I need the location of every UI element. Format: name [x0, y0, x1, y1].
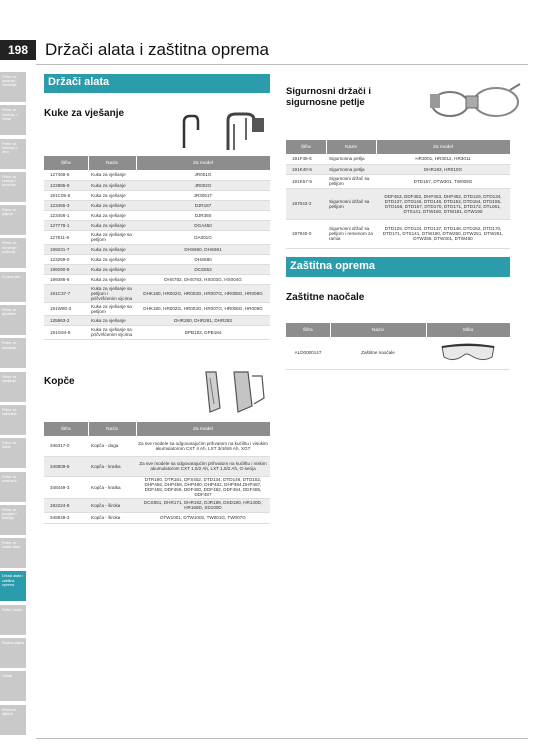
sidebar-tab[interactable]: Pribor za rezanje i brušenje [0, 172, 26, 202]
sidebar-tab[interactable]: Pribor za brušenje i poliranje [0, 238, 26, 268]
name-cell: Sigurnosna petlja [326, 154, 376, 164]
name-cell: Kuka za vješanje [88, 274, 136, 284]
col-header: Za model [136, 156, 270, 170]
sidebar-tab[interactable]: Pribor za usisivače [0, 472, 26, 502]
name-cell: Kuka za vješanje [88, 180, 136, 190]
table-row [44, 264, 270, 274]
sidebar-tab[interactable]: Kružne pile [0, 272, 26, 302]
sidebar-tab[interactable]: Pribor za baštu [0, 438, 26, 468]
sidebar-tab[interactable]: Pribor za punjače i baterije [0, 505, 26, 535]
code-cell: 199290-9 [44, 264, 88, 274]
name-cell: Kopča - kratka [88, 456, 136, 476]
naocale-code: ALD0000147 [286, 337, 330, 369]
name-cell: Kopča - široka [88, 498, 136, 512]
sidebar-tab[interactable]: Pribor za zakivanje [0, 405, 26, 435]
footer-divider [36, 738, 528, 739]
table-row [44, 220, 270, 230]
code-cell: 123455-3 [44, 200, 88, 210]
model-cell: DHS680 [136, 254, 270, 264]
sidebar-tab[interactable]: Pribor za odvijanje [0, 372, 26, 402]
name-cell: Kuka za vješanje [88, 170, 136, 180]
table-row [286, 188, 510, 219]
goggles-image [426, 337, 510, 369]
code-cell: 192224-8 [44, 498, 88, 512]
code-cell: 127778-1 [44, 220, 88, 230]
table-row [44, 302, 270, 315]
name-cell: Kuka za vješanje sa petljom [88, 302, 136, 315]
name-cell: Kuka za vješanje [88, 315, 136, 325]
code-cell: 135863-2 [44, 315, 88, 325]
code-cell: 122885-9 [44, 180, 88, 190]
model-cell: DHK180, HR002G, HR003G, HR007G, HR008G, HR009G [136, 302, 270, 315]
clip-illustration [196, 368, 268, 416]
code-cell: 191G64-8 [44, 325, 88, 339]
kuke-table [44, 156, 271, 340]
section-band-protective: Zaštitna oprema [286, 257, 510, 277]
code-cell: 348449-3 [44, 476, 88, 498]
name-cell: Kopča - duga [88, 436, 136, 456]
sidebar-tab[interactable]: Pribor za bušenje i štemanje [0, 72, 26, 102]
name-cell: Kuka za vješanje sa petljom [88, 230, 136, 244]
model-cell: DJR187 [136, 200, 270, 210]
table-row [44, 498, 270, 512]
table-row [44, 274, 270, 284]
sidebar-tab[interactable]: Radna odjeća [0, 638, 26, 668]
model-cell: JR001G [136, 170, 270, 180]
col-header: Za model [136, 422, 270, 436]
table-row [44, 190, 270, 200]
code-cell: 197940-0 [286, 219, 326, 248]
sidebar-tab[interactable]: Pribor za glodalice [0, 305, 26, 335]
col-header: Slika [426, 323, 510, 337]
name-cell: Kuka za vješanje [88, 244, 136, 254]
sidebar-tab[interactable]: Pribor za ostale alate [0, 538, 26, 568]
name-cell: Sigurnosni držač sa petljom [326, 174, 376, 188]
name-cell: Sigurnosna petlja [326, 164, 376, 174]
table-row [44, 476, 270, 498]
heading-naocale: Zaštitne naočale [286, 292, 365, 303]
sidebar-tab[interactable]: Pribor za piljenje [0, 205, 26, 235]
name-cell: Kuka za vješanje [88, 220, 136, 230]
model-cell: DGA450 [136, 220, 270, 230]
name-cell: Kuka za vješanje [88, 190, 136, 200]
name-cell: Kuka za vješanje [88, 264, 136, 274]
model-cell: DHR183, HR010G [376, 164, 510, 174]
sidebar [0, 72, 26, 738]
sidebar-tab[interactable]: Rezervni dijelovi [0, 705, 26, 735]
code-cell: 127468-6 [44, 170, 88, 180]
table-row [44, 512, 270, 523]
col-header: Naziv [88, 156, 136, 170]
sidebar-tab[interactable]: Torbe i kofer [0, 605, 26, 635]
col-header: Šifra [44, 422, 88, 436]
table-row [44, 284, 270, 302]
model-cell: DHS660, DHS661 [136, 244, 270, 254]
col-header: Naziv [326, 140, 376, 154]
code-cell: 191C05-8 [44, 190, 88, 200]
sidebar-tab[interactable]: Pribor za bušenje u drvo [0, 139, 26, 169]
model-cell: DCS553 [136, 264, 270, 274]
sigurnosni-table [286, 140, 511, 249]
model-cell: DTD129, DTD134, DTD137, DTD148, DTD152, DTD170, DTD171, DTS141, DTW180, DTW250, DTW251, DTW281, DTW285, DTW301, DTW450 [376, 219, 510, 248]
name-cell: Kopča - široka [88, 512, 136, 523]
name-cell: Sigurnosni držač sa petljom i remenom za ramia [326, 219, 376, 248]
name-cell: Kopča - kratka [88, 476, 136, 498]
name-cell: Kuka za vješanje [88, 254, 136, 264]
name-cell: Sigurnosni držač sa petljom [326, 188, 376, 219]
sidebar-tab[interactable]: Pribor za blanjanje [0, 338, 26, 368]
col-header: Za model [376, 140, 510, 154]
col-header: Naziv [330, 323, 426, 337]
model-cell: DPB183, DPB184 [136, 325, 270, 339]
model-cell: DTW1001, DTW1002, TW001G, TW007G [136, 512, 270, 523]
code-cell: 199386-8 [44, 274, 88, 284]
code-cell: 123456-1 [44, 210, 88, 220]
code-cell: 191W80-3 [44, 302, 88, 315]
model-cell: DA001G [136, 230, 270, 244]
name-cell: Kuka za vješanje [88, 210, 136, 220]
goggles-icon [438, 339, 498, 365]
code-cell: 197043-2 [286, 188, 326, 219]
model-cell: DTR180, DTR181, DFS452, DTD134, DTD146, DTD152, DHP456, DHP458, DHP480, DHP482, DHP484,DHP487, DDF458, DDF459, DDF480, DDF482, DDF484, DDF485, DDF487 [136, 476, 270, 498]
table-row [44, 315, 270, 325]
table-row [44, 170, 270, 180]
safety-lanyard-illustration [420, 80, 524, 126]
table-row [286, 164, 510, 174]
col-header: Šifra [286, 140, 326, 154]
model-cell: JR002G [136, 180, 270, 190]
model-cell: DHS782, DHS783, HS003G, HS004G [136, 274, 270, 284]
name-cell: Kuka za vješanje sa petljom i pričvršćenim vijcima [88, 284, 136, 302]
col-header: Šifra [44, 156, 88, 170]
table-row [44, 436, 270, 456]
model-cell: JR3051T [136, 190, 270, 200]
code-cell: 199231-7 [44, 244, 88, 254]
model-cell: DHK180, HR002G, HR003G, HR007G, HR008G, HR009G [136, 284, 270, 302]
sidebar-tab[interactable]: Držači alata i zaštitna oprema [0, 571, 26, 601]
code-cell: 191F45-6 [286, 154, 326, 164]
code-cell: 123269-0 [44, 254, 88, 264]
heading-kuke: Kuke za vješanje [44, 108, 125, 119]
model-cell: HR3001, HR3012, HR3011 [376, 154, 510, 164]
code-cell: 346317-0 [44, 436, 88, 456]
heading-kopce: Kopče [44, 376, 75, 387]
code-cell: 191K57-9 [286, 174, 326, 188]
table-row [44, 456, 270, 476]
code-cell: 127611-8 [44, 230, 88, 244]
naocale-name: Zaštitne naočale [330, 337, 426, 369]
sidebar-tab[interactable]: Ostalo [0, 671, 26, 701]
heading-sigurnosni: Sigurnosni držači i sigurnosne petlje [286, 86, 371, 108]
header-divider [36, 64, 528, 65]
table-row [286, 154, 510, 164]
model-cell: DJR360 [136, 210, 270, 220]
col-header: Šifra [286, 323, 330, 337]
table-row [44, 244, 270, 254]
table-row [44, 230, 270, 244]
table-row [44, 254, 270, 264]
table-row [44, 325, 270, 339]
model-cell: DDF453, DDF482, DHP453, DHP482, DTD129, DTD134, DTD137, DTD146, DTD148, DTD153, DTD154, DTD155, DTD156, DTD157, DTD170, DTD171, DTD172, DTL061, DTS141, DTW180, DTW181, DTW190 [376, 188, 510, 219]
col-header: Naziv [88, 422, 136, 436]
model-cell: Za sve modele sa odgovarajućim prihvatom na kućištu i visokim akumulatorom CXT 4 Ah, LXT 3/4/5/6 Ah, XGT [136, 436, 270, 456]
table-row [286, 174, 510, 188]
code-cell: 191K40-5 [286, 164, 326, 174]
name-cell: Kuka za vješanje sa pričvršćenim vijcima [88, 325, 136, 339]
code-cell: 348949-3 [44, 512, 88, 523]
code-cell: 191C37-7 [44, 284, 88, 302]
model-cell: DCS551, DHR171, DHR182, DJR189, DSD180, HR140D, HR166D, SD100D [136, 498, 270, 512]
sidebar-tab[interactable]: Pribor za bušenje u metal [0, 105, 26, 135]
page-number: 198 [0, 40, 36, 60]
code-cell: 346809-5 [44, 456, 88, 476]
model-cell: DTD157, DTW301, TW009G [376, 174, 510, 188]
model-cell: Za sve modele sa odgovarajućim prihvatom na kućištu i niskim akumulatorom CXT 1,5/2 Ah, LXT 1,5/2 Ah, G-serija [136, 456, 270, 476]
name-cell: Kuka za vješanje [88, 200, 136, 210]
table-row [286, 219, 510, 248]
table-row [44, 200, 270, 210]
kopce-table [44, 422, 271, 524]
page-title: Držači alata i zaštitna oprema [45, 40, 269, 59]
hook-illustration [176, 110, 272, 154]
section-band-tool-holders: Držači alata [44, 74, 270, 93]
table-row [44, 180, 270, 190]
model-cell: DHR280, DHR281, DHR283 [136, 315, 270, 325]
table-row [44, 210, 270, 220]
naocale-table [286, 323, 511, 370]
